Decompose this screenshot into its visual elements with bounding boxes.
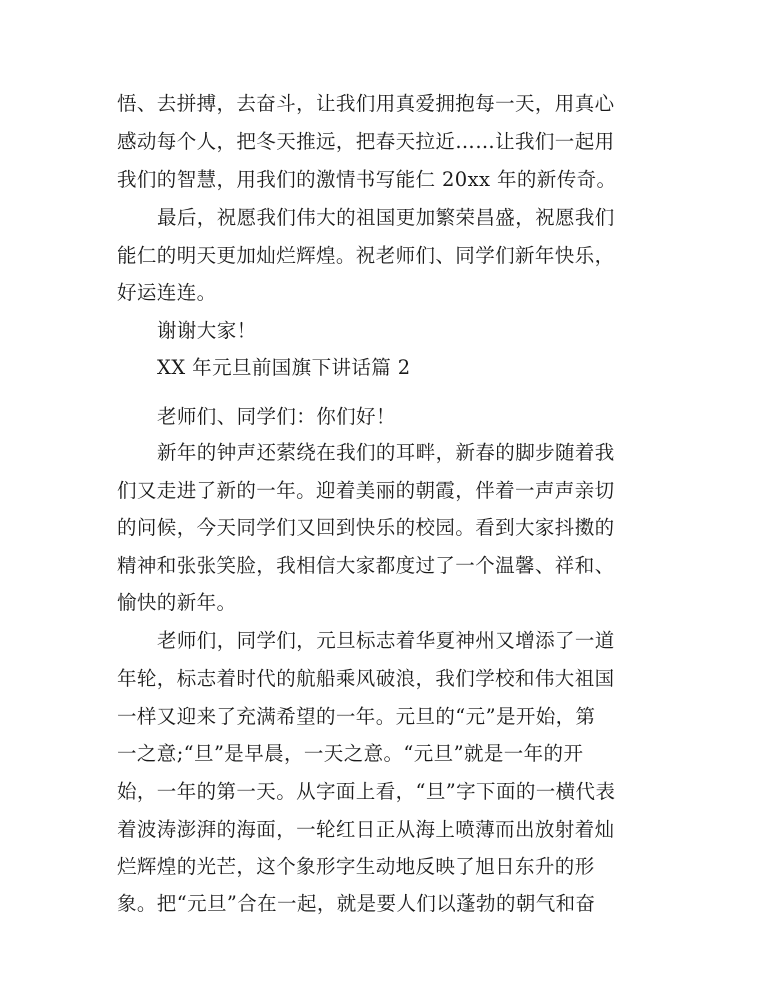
paragraph-line: 精神和张张笑脸，我相信大家都度过了一个温馨、祥和、 (117, 554, 615, 577)
paragraph-line: 我们的智慧，用我们的激情书写能仁 20xx 年的新传奇。 (117, 168, 617, 191)
paragraph-line: 象。把“元旦”合在一起，就是要人们以蓬勃的朝气和奋 (117, 892, 596, 915)
greeting-line: 老师们、同学们：你们好！ (157, 405, 396, 428)
paragraph-line: 着波涛澎湃的海面，一轮红日正从海上喷薄而出放射着灿 (117, 818, 615, 841)
paragraph-line: 好运连连。 (117, 281, 217, 304)
paragraph-line: 能仁的明天更加灿烂辉煌。祝老师们、同学们新年快乐， (117, 244, 615, 267)
paragraph-line: 愉快的新年。 (117, 591, 237, 614)
paragraph-line: 始，一年的第一天。从字面上看，“旦”字下面的一横代表 (117, 780, 616, 803)
paragraph-line: 最后，祝愿我们伟大的祖国更加繁荣昌盛，祝愿我们 (157, 206, 615, 229)
paragraph-line: 年轮，标志着时代的航船乘风破浪，我们学校和伟大祖国 (117, 667, 615, 690)
section-heading: XX 年元旦前国旗下讲话篇 2 (157, 356, 411, 379)
closing-line: 谢谢大家！ (157, 319, 257, 342)
paragraph-line: 的问候，今天同学们又回到快乐的校园。看到大家抖擞的 (117, 516, 615, 539)
paragraph-line: 感动每个人，把冬天推远，把春天拉近……让我们一起用 (117, 130, 615, 153)
paragraph-line: 们又走进了新的一年。迎着美丽的朝霞，伴着一声声亲切 (117, 479, 615, 502)
paragraph-line: 悟、去拼搏，去奋斗，让我们用真爱拥抱每一天，用真心 (117, 92, 615, 115)
paragraph-line: 老师们，同学们，元旦标志着华夏神州又增添了一道 (157, 629, 615, 652)
paragraph-line: 烂辉煌的光芒，这个象形字生动地反映了旭日东升的形 (117, 855, 595, 878)
paragraph-line: 一样又迎来了充满希望的一年。元旦的“元”是开始，第 (117, 705, 596, 728)
paragraph-line: 一之意;“旦”是早晨，一天之意。“元旦”就是一年的开 (117, 742, 584, 765)
paragraph-line: 新年的钟声还萦绕在我们的耳畔，新春的脚步随着我 (157, 441, 615, 464)
